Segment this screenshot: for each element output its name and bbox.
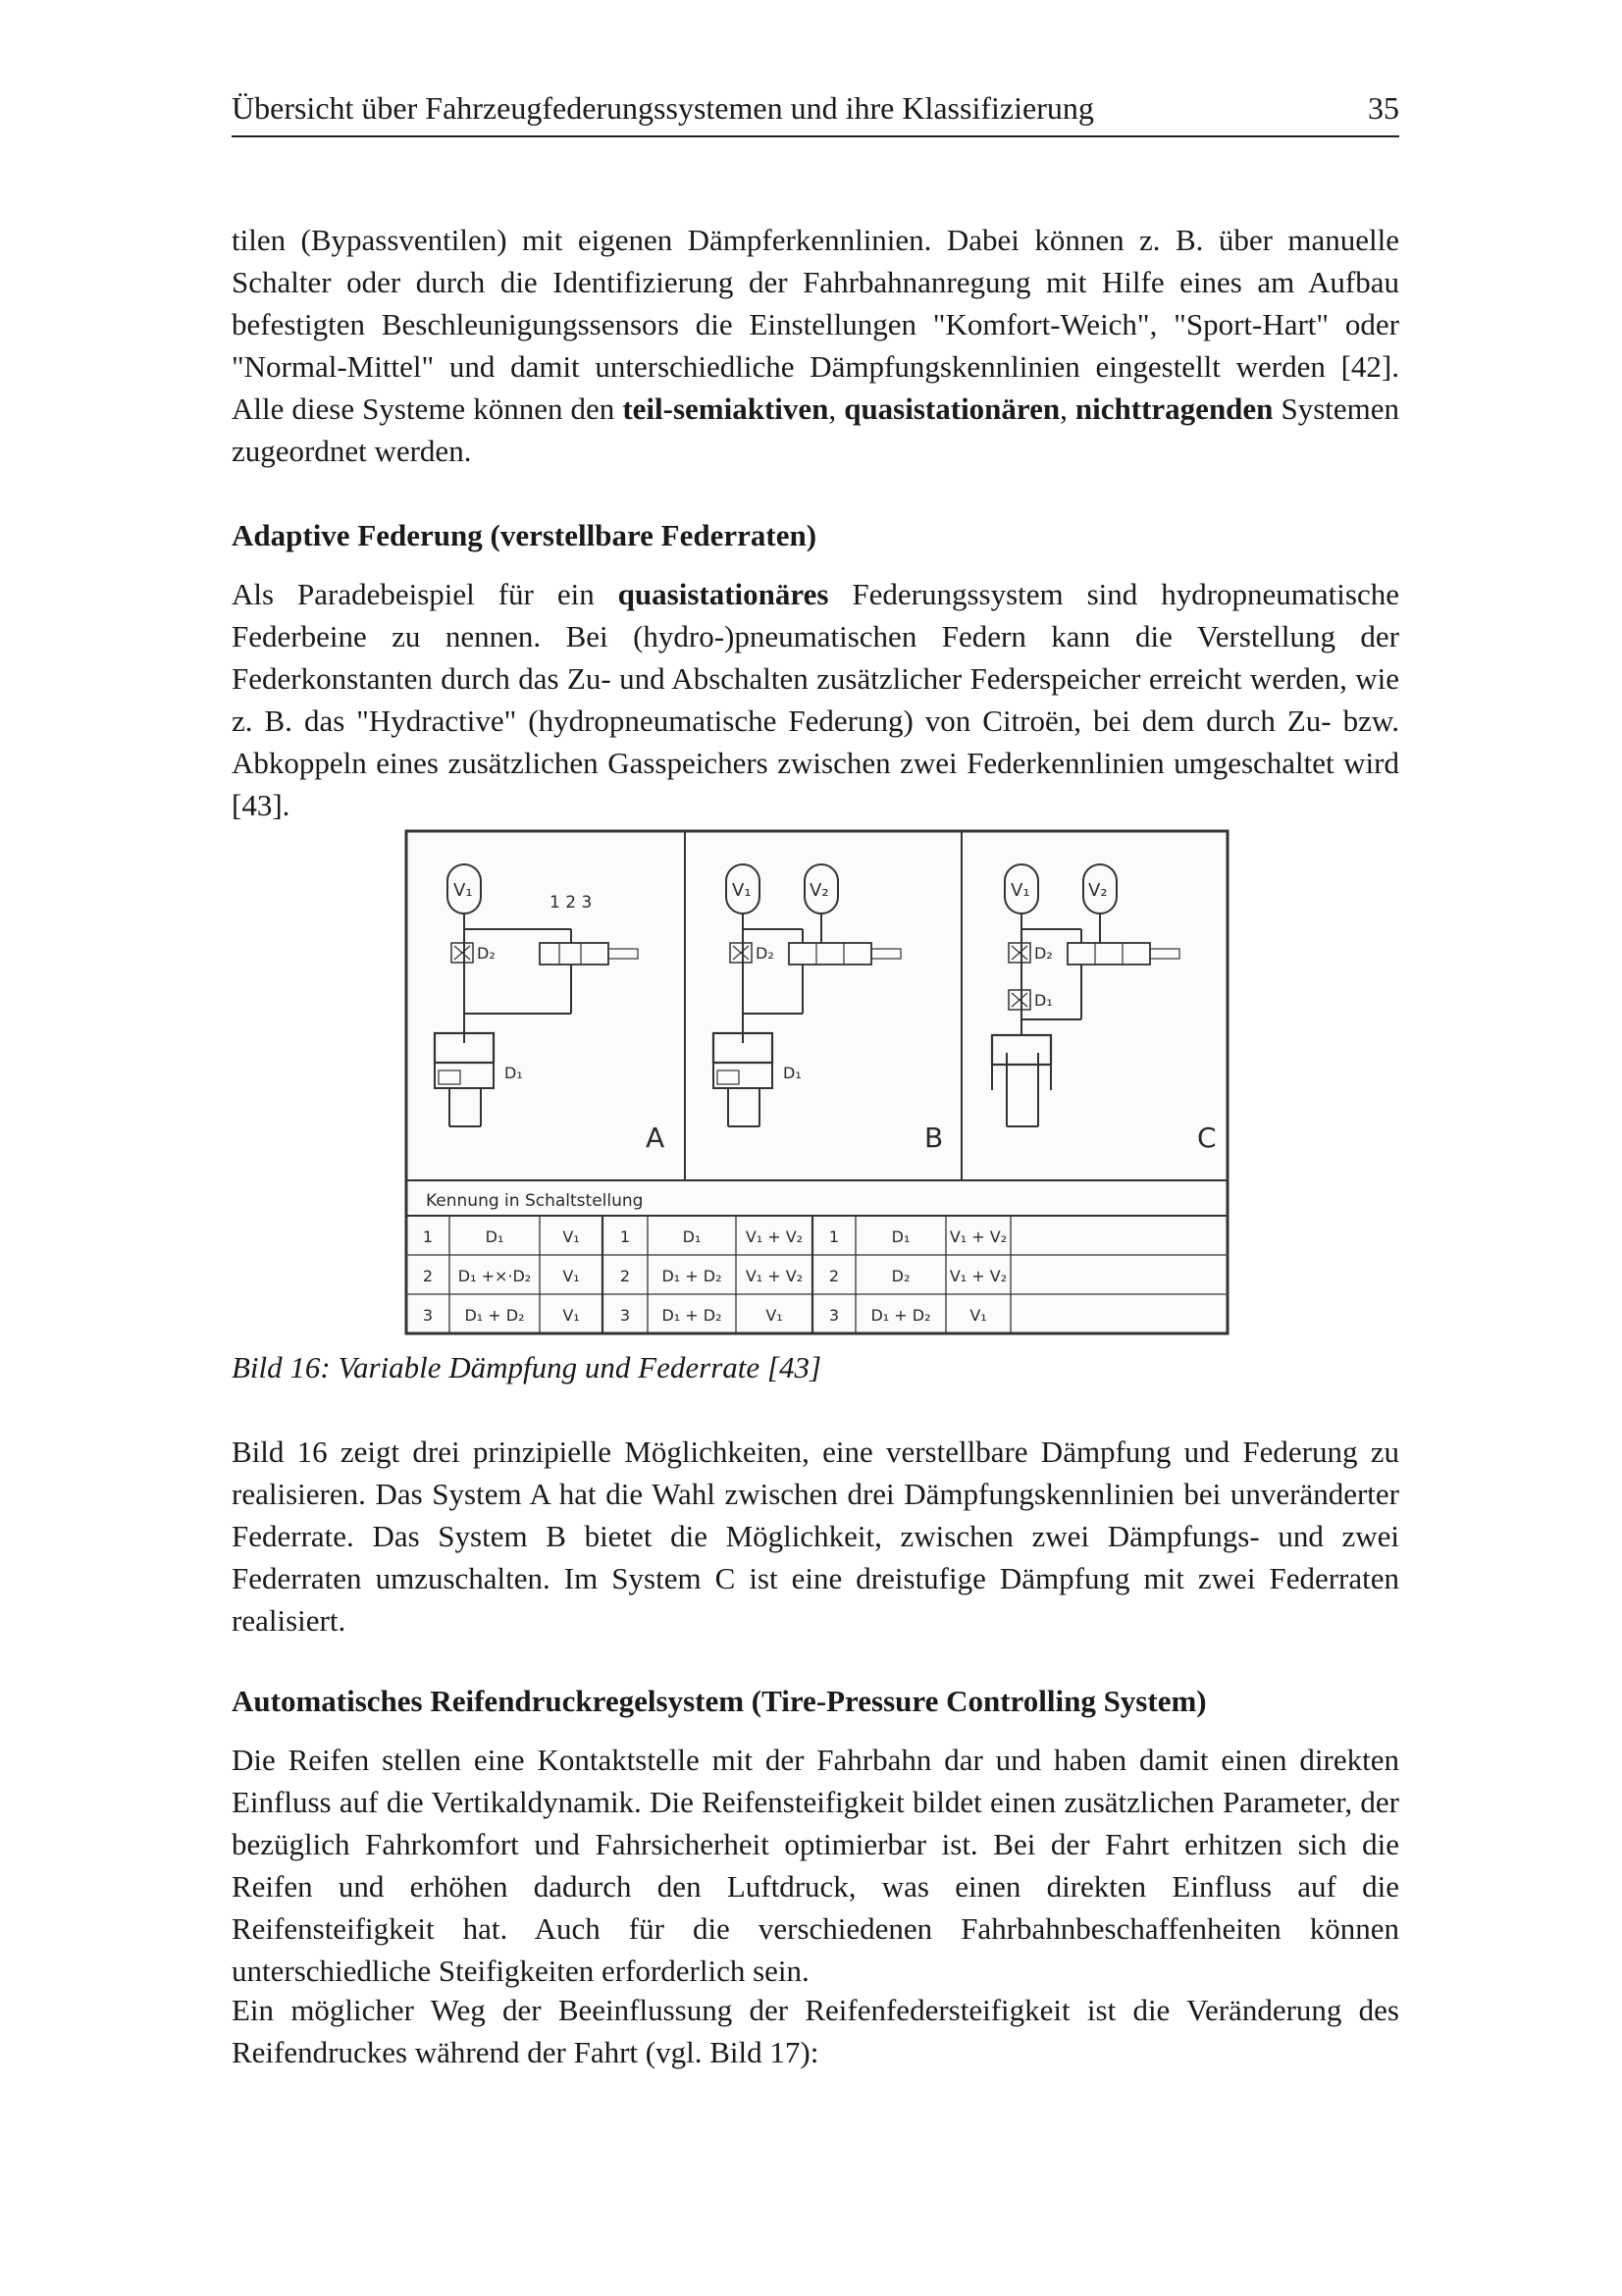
table-cell: 3 (422, 1306, 434, 1325)
table-cell: V₁ (562, 1267, 580, 1285)
table-cell: 1 (619, 1227, 631, 1246)
page-number: 35 (1368, 90, 1399, 126)
table-title: Kennung in Schaltstellung (426, 1191, 644, 1211)
running-header (232, 86, 1399, 137)
table-cell: V₁ (562, 1227, 580, 1246)
table-cell: V₁ (969, 1306, 987, 1325)
paragraph-dampers: tilen (Bypassventilen) mit eigenen Dämpferkennlinien. Dabei können z. B. über manuelle Schalter oder durch die Identifizierung der Fahrbahnanregung mit Hilfe eines am Aufbau befestigten Beschleunigungssensors die Einstellungen "Komfort-Weich", "Sport-Hart" oder "Normal-Mittel" und damit unterschiedliche Dämpfungskennlinien eingestellt werden [42]. Alle diese Systeme können den teil-semiaktiven, quasistationären, nichttragenden Systemen zugeordnet werden. (232, 223, 1400, 468)
bold-term: teil-semiaktiven (622, 391, 829, 426)
bold-term: quasistationären (844, 391, 1061, 426)
valve-d1-label: D₁ (1034, 991, 1053, 1010)
acc2-label: V₂ (810, 880, 829, 901)
figure-variable-damping (402, 827, 1231, 1337)
table-cell: 1 (828, 1227, 840, 1246)
table-cell: D₁ (682, 1227, 702, 1246)
table-cell: D₁ + D₂ (464, 1306, 525, 1325)
acc2-label: V₂ (1088, 880, 1108, 901)
paragraph-figure-explanation: Bild 16 zeigt drei prinzipielle Möglichkeiten, eine verstellbare Dämpfung und Federung zu realisieren. Das System A hat die Wahl zwischen drei Dämpfungskennlinien bei unveränderter Federrate. Das System B bietet die Möglichkeit, zwischen zwei Dämpfungs- und zwei Federraten umzuschalten. Im System C ist eine dreistufige Dämpfung mit zwei Federraten realisiert. (232, 1435, 1399, 1638)
figure-caption: Bild 16: Variable Dämpfung und Federrate [43] (232, 1350, 822, 1384)
table-cell: 3 (828, 1306, 840, 1325)
table-cell: V₁ + V₂ (745, 1267, 804, 1285)
table-cell: 1 (422, 1227, 434, 1246)
bold-term: quasistationäres (617, 577, 829, 611)
cylinder-d1-label: D₁ (504, 1064, 523, 1082)
acc1-label: V₁ (732, 880, 752, 901)
table-cell: 2 (422, 1267, 434, 1285)
table-cell: V₁ + V₂ (949, 1227, 1008, 1246)
panel-letter-a: A (646, 1122, 665, 1154)
table-cell: 2 (828, 1267, 840, 1285)
switch-positions-label: 1 2 3 (549, 893, 593, 913)
valve-d2-label: D₂ (1034, 944, 1053, 963)
table-cell: V₁ + V₂ (949, 1267, 1008, 1285)
table-cell: D₁ + D₂ (661, 1306, 722, 1325)
panel-letter-c: C (1197, 1122, 1217, 1154)
section-heading-adaptive: Adaptive Federung (verstellbare Federraten) (232, 518, 817, 552)
valve-d2-label: D₂ (756, 944, 774, 963)
table-cell: D₁ (891, 1227, 911, 1246)
figure-frame (406, 831, 1228, 1333)
table-cell: V₁ (765, 1306, 783, 1325)
table-cell: D₁ + D₂ (661, 1267, 722, 1285)
table-cell: 3 (619, 1306, 631, 1325)
section-heading-tire-pressure: Automatisches Reifendruckregelsystem (Tire-Pressure Controlling System) (232, 1684, 1207, 1718)
table-cell: D₂ (891, 1267, 911, 1285)
header-title: Übersicht über Fahrzeugfederungssystemen und ihre Klassifizierung (232, 90, 1094, 126)
table-cell: D₁ +×·D₂ (457, 1267, 532, 1285)
paragraph-tire-stiffness: Ein möglicher Weg der Beeinflussung der Reifenfedersteifigkeit ist die Veränderung des Reifendruckes während der Fahrt (vgl. Bild 17): (232, 1993, 1399, 2069)
table-cell: V₁ (562, 1306, 580, 1325)
paragraph-adaptive: Als Paradebeispiel für ein quasistationäres Federungssystem sind hydropneumatische Federbeine zu nennen. Bei (hydro-)pneumatischen Federn kann die Verstellung der Federkonstanten durch das Zu- und Abschalten zusätzlicher Federspeicher erreicht werden, wie z. B. das "Hydractive" (hydropneumatische Federung) von Citroën, bei dem durch Zu- bzw. Abkoppeln eines zusätzlichen Gasspeichers zwischen zwei Federkennlinien umgeschaltet wird [43]. (232, 577, 1399, 822)
acc1-label: V₁ (1011, 880, 1030, 901)
table-cell: 2 (619, 1267, 631, 1285)
table-cell: D₁ (485, 1227, 504, 1246)
table-cell: D₁ + D₂ (870, 1306, 931, 1325)
panel-letter-b: B (924, 1122, 944, 1154)
paragraph-tire-pressure: Die Reifen stellen eine Kontaktstelle mit der Fahrbahn dar und haben damit einen direkten Einfluss auf die Vertikaldynamik. Die Reifensteifigkeit bildet einen zusätzlichen Parameter, der bezüglich Fahrkomfort und Fahrsicherheit optimierbar ist. Bei der Fahrt erhitzen sich die Reifen und erhöhen dadurch den Luftdruck, was einen direkten Einfluss auf die Reifensteifigkeit hat. Auch für die verschiedenen Fahrbahnbeschaffenheiten können unterschiedliche Steifigkeiten erforderlich sein. (232, 1743, 1399, 1988)
table-cell: V₁ + V₂ (745, 1227, 804, 1246)
cylinder-d1-label: D₁ (783, 1064, 802, 1082)
acc1-label: V₁ (453, 880, 473, 901)
valve-d2-label: D₂ (477, 944, 496, 963)
bold-term: nichttragenden (1074, 391, 1274, 426)
figure-diagram (402, 827, 1231, 1337)
